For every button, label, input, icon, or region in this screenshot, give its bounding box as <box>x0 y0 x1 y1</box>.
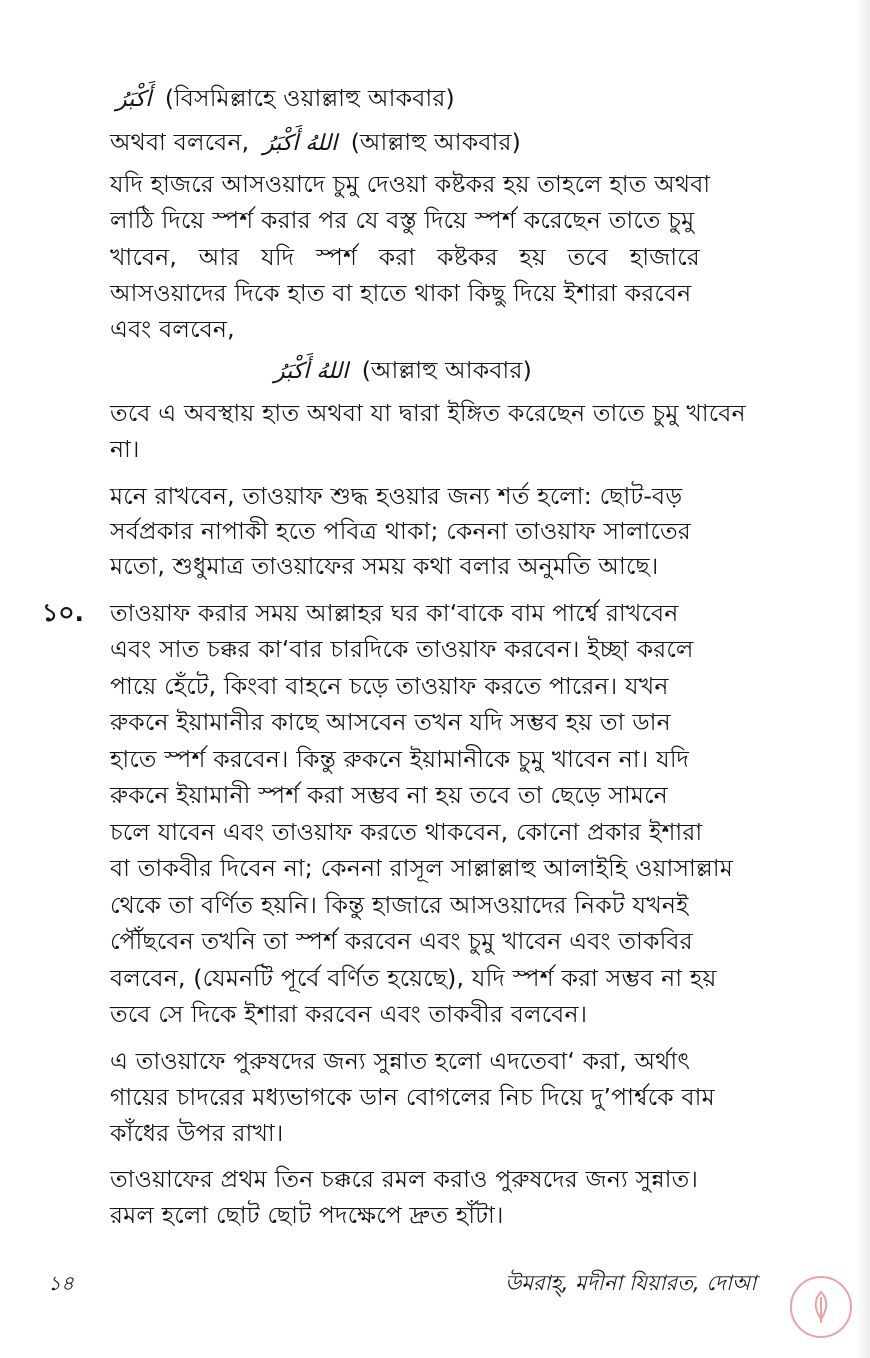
arabic-takbir: اللهُ أَكْبَرُ <box>274 359 349 384</box>
arabic-takbir: أَكْبَرُ <box>116 87 152 112</box>
text-line <box>268 352 532 390</box>
text-line: তাওয়াফ করার সময় আল্লাহর ঘর কা‘বাকে বাম পার্শ্বে রাখবেন <box>110 599 679 627</box>
text-line: গায়ের চাদরের মধ্যভাগকে ডান বোগলের নিচ দিয়ে দু’পার্শ্বকে বাম <box>110 1083 715 1111</box>
line-text: অথবা বলবেন, <box>110 128 258 156</box>
text-line: হাতে স্পর্শ করবেন। কিন্তু রুকনে ইয়ামানীকে চুমু খাবেন না। যদি <box>110 745 690 773</box>
text-line: খাবেন, আর যদি স্পর্শ করা কষ্টকর হয় তবে হাজারে <box>110 243 700 271</box>
text-line: রুকনে ইয়ামানীর কাছে আসবেন তখন যদি সম্ভব হয় তা ডান <box>110 708 671 736</box>
text-line: পৌঁছবেন তখনি তা স্পর্শ করবেন এবং চুমু খাবেন এবং তাকবির <box>110 927 693 955</box>
text-line: থেকে তা বর্ণিত হয়নি। কিন্তু হাজারে আসওয়াদের নিকট যখনই <box>110 891 689 919</box>
text-line: আসওয়াদের দিকে হাত বা হাতে থাকা কিছু দিয়ে ইশারা করবেন <box>110 279 692 307</box>
text-line: লাঠি দিয়ে স্পর্শ করার পর যে বস্তু দিয়ে স্পর্শ করেছেন তাতে চুমু <box>110 206 695 234</box>
text-line: পায়ে হেঁটে, কিংবা বাহনে চড়ে তাওয়াফ করতে পারেন। যখন <box>110 672 669 700</box>
text-line: মতো, শুধুমাত্র তাওয়াফের সময় কথা বলার অনুমতি আছে। <box>110 552 659 580</box>
line-text: (আল্লাহু আকবার) <box>343 128 521 156</box>
text-line <box>110 124 521 162</box>
text-line: বলবেন, (যেমনটি পূর্বে বর্ণিত হয়েছে), যদি স্পর্শ করা সম্ভব না হয় <box>110 964 717 992</box>
text-line: তবে এ অবস্থায় হাত অথবা যা দ্বারা ইঙ্গিত করেছেন তাতে চুমু খাবেন <box>110 399 746 427</box>
text-line: যদি হাজরে আসওয়াদে চুমু দেওয়া কষ্টকর হয় তাহলে হাত অথবা <box>110 170 711 198</box>
text-line: এবং বলবেন, <box>110 315 235 343</box>
text-line: বা তাকবীর দিবেন না; কেননা রাসূল সাল্লাল্লাহু আলাইহি ওয়াসাল্লাম <box>110 854 733 882</box>
page-edge <box>856 0 870 1358</box>
watermark-stamp <box>790 1276 852 1338</box>
text-line: না। <box>110 435 140 463</box>
line-text: (বিসমিল্লাহে ওয়াল্লাহু আকবার) <box>157 84 455 112</box>
text-line: তাওয়াফের প্রথম তিন চক্করে রমল করাও পুরুষদের জন্য সুন্নাত। <box>110 1165 699 1193</box>
text-line: তবে সে দিকে ইশারা করবেন এবং তাকবীর বলবেন। <box>110 1000 588 1028</box>
text-line: রমল হলো ছোট ছোট পদক্ষেপে দ্রুত হাঁটা। <box>110 1201 504 1229</box>
text-line: এ তাওয়াফে পুরুষদের জন্য সুন্নাত হলো এদতেবা‘ করা, অর্থাৎ <box>110 1047 691 1075</box>
text-line: এবং সাত চক্কর কা‘বার চারদিকে তাওয়াফ করবেন। ইচ্ছা করলে <box>110 635 694 663</box>
arabic-takbir: اللهُ أَكْبَرُ <box>263 131 338 156</box>
text-line: সর্বপ্রকার নাপাকী হতে পবিত্র থাকা; কেননা তাওয়াফ সালাতের <box>110 517 691 545</box>
line-text: (আল্লাহু আকবার) <box>354 356 532 384</box>
page-number: ১৪ <box>48 1271 74 1295</box>
text-line <box>110 80 455 118</box>
text-line: রুকনে ইয়ামানী স্পর্শ করা সম্ভব না হয় তবে তা ছেড়ে সামনে <box>110 781 668 809</box>
text-line: চলে যাবেন এবং তাওয়াফ করতে থাকবেন, কোনো প্রকার ইশারা <box>110 818 703 846</box>
item-number: ১০. <box>42 598 84 627</box>
feather-icon <box>806 1289 836 1325</box>
running-footer-title: উমরাহ্, মদীনা যিয়ারত, দোআ <box>505 1271 757 1295</box>
text-line: কাঁধের উপর রাখা। <box>110 1119 284 1147</box>
text-line: মনে রাখবেন, তাওয়াফ শুদ্ধ হওয়ার জন্য শর্ত হলো: ছোট-বড় <box>110 482 683 510</box>
